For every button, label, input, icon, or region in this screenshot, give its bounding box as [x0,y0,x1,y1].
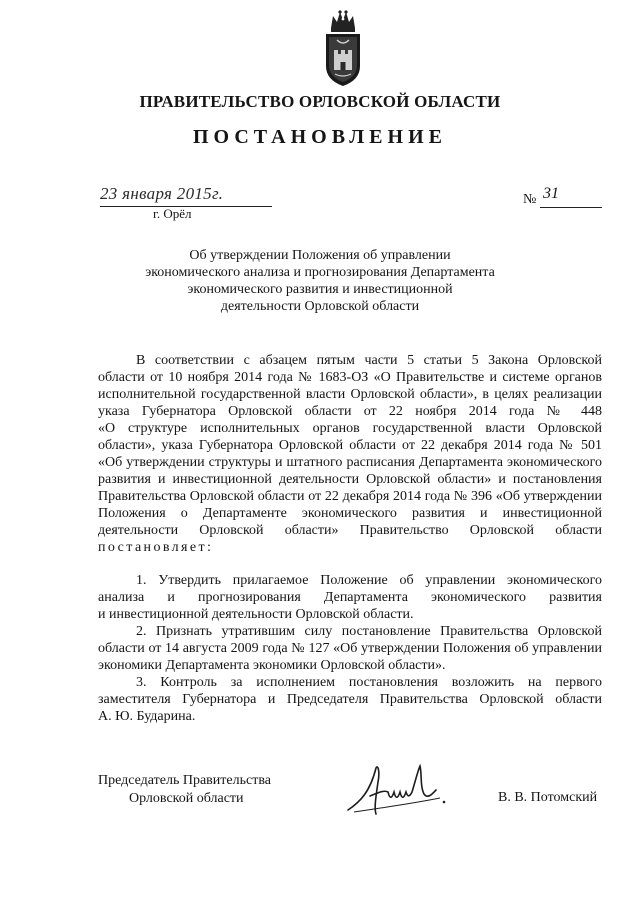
date-handwritten: 23 января 2015г. [100,184,224,203]
signer-title-line: Орловской области [129,791,244,806]
subject-line: деятельности Орловской области [220,299,420,314]
number-label: № [523,192,537,207]
item-line: А. Ю. Бударина. [98,709,196,724]
number-underline [540,207,602,208]
document-subject [120,247,520,315]
preamble-line: В соответствии с абзацем пятым части 5 статьи 5 Закона Орловской [136,353,602,368]
preamble-line: исполнительной государственной власти Орловской области», в целях реализации [98,387,602,402]
preamble-line: развития и инвестиционной деятельности Орловской области» и постановления [98,472,602,487]
document-type: ПОСТАНОВЛЕНИЕ [193,126,447,148]
signer-title-line: Председатель Правительства [98,773,271,788]
item-line: и инвестиционной деятельности Орловской области. [98,607,414,622]
item-line: экономики Департамента экономики Орловской области». [98,658,446,673]
signer-name: В. В. Потомский [498,790,598,805]
item-line: 2. Признать утратившим силу постановление Правительства Орловской [136,624,602,639]
preamble-line: Положения о Департаменте экономического развития и инвестиционной [98,506,602,521]
subject-line: Об утверждении Положения об управлении [189,248,451,263]
preamble-resolves: постановляет: [98,540,214,555]
item-line: анализа и прогнозирования Департамента экономического развития [98,590,602,605]
preamble-line: «О структуре исполнительных органов государственной власти Орловской [98,421,602,436]
handwritten-signature [340,762,460,822]
signer-title [98,772,271,808]
preamble-line: деятельности Орловской области» Правительство Орловской области [98,523,602,538]
preamble-line: указа Губернатора Орловской области от 22 ноября 2014 года № 448 [98,404,602,419]
coat-of-arms-emblem [323,8,363,88]
preamble-line: области от 10 ноября 2014 года № 1683-ОЗ «О Правительстве и системе органов [98,370,602,385]
item-line: 1. Утвердить прилагаемое Положение об управлении экономического [136,573,602,588]
preamble-line: Правительства Орловской области от 22 декабря 2014 года № 396 «Об утверждении [98,489,602,504]
government-name: ПРАВИТЕЛЬСТВО ОРЛОВСКОЙ ОБЛАСТИ [139,92,501,111]
item-line: 3. Контроль за исполнением постановления возложить на первого [136,675,602,690]
preamble-line: области», указа Губернатора Орловской области от 22 декабря 2014 года № 501 [98,438,602,453]
city: г. Орёл [153,206,192,221]
subject-line: экономического анализа и прогнозирования Департамента [145,265,495,280]
item-line: области от 14 августа 2009 года № 127 «Об утверждении Положения об управлении [98,641,602,656]
subject-line: экономического развития и инвестиционной [187,282,453,297]
preamble-line: «Об утверждении структуры и штатного расписания Департамента экономического [98,455,602,470]
item-line: заместителя Губернатора и Председателя Правительства Орловской области [98,692,602,707]
number-handwritten: 31 [543,185,559,202]
